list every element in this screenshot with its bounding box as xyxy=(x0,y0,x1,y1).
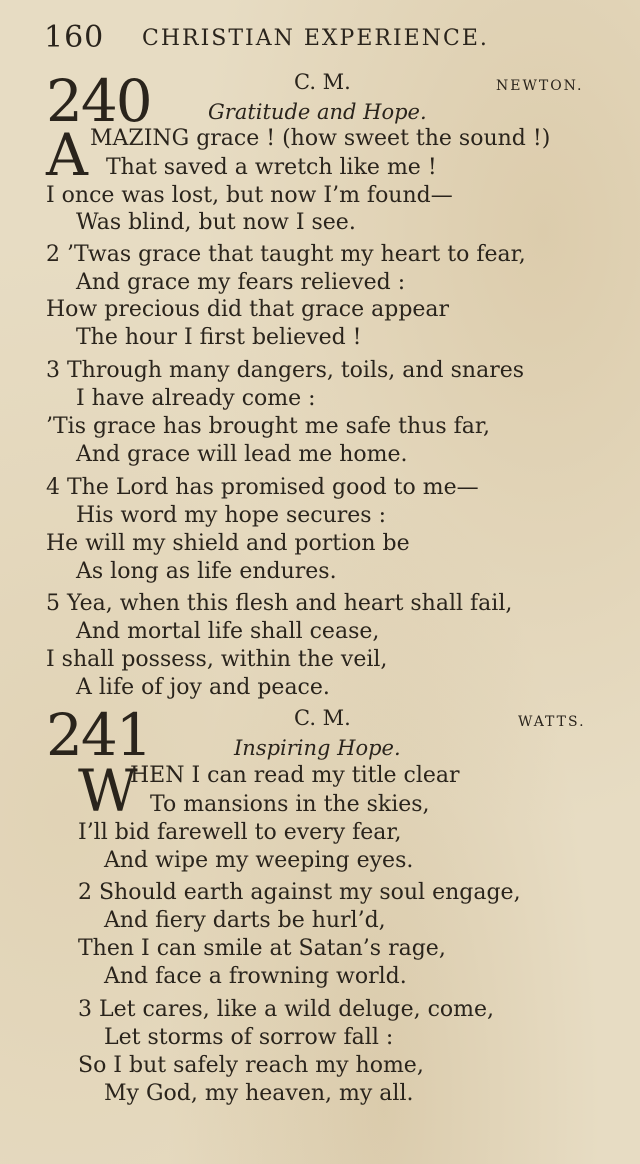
hymn-composer: NEWTON. xyxy=(496,78,584,94)
verse-line: And wipe my weeping eyes. xyxy=(104,848,414,873)
hymn-number: 241 xyxy=(46,701,151,769)
verse-line: A life of joy and peace. xyxy=(76,675,330,700)
verse-line: 3 Let cares, like a wild deluge, come, xyxy=(78,997,495,1022)
verse-line: And fiery darts be hurl’d, xyxy=(104,908,386,933)
verse-line: 3 Through many dangers, toils, and snares xyxy=(46,358,525,383)
drop-cap: A xyxy=(46,121,88,189)
verse-line: I shall possess, within the veil, xyxy=(46,647,388,672)
verse-line: HEN I can read my title clear xyxy=(130,763,460,788)
verse-line: I have already come : xyxy=(76,386,316,411)
drop-cap: W xyxy=(78,757,138,825)
verse-line: And face a frowning world. xyxy=(104,964,407,989)
verse-line: So I but safely reach my home, xyxy=(78,1053,424,1078)
hymn-composer: WATTS. xyxy=(518,714,586,730)
verse-line: Then I can smile at Satan’s rage, xyxy=(78,936,446,961)
page-number: 160 xyxy=(44,20,105,55)
verse-line: And grace will lead me home. xyxy=(76,442,408,467)
page-header xyxy=(44,20,604,56)
verse-line: He will my shield and portion be xyxy=(46,531,410,556)
verse-line: The hour I first believed ! xyxy=(76,325,362,350)
verse-line: 2 Should earth against my soul engage, xyxy=(78,880,521,905)
verse-line: His word my hope secures : xyxy=(76,503,386,528)
verse-line: As long as life endures. xyxy=(76,559,337,584)
verse-line: That saved a wretch like me ! xyxy=(106,155,437,180)
running-head: CHRISTIAN EXPERIENCE. xyxy=(142,26,489,51)
hymn-title: Inspiring Hope. xyxy=(234,736,401,760)
verse-line: Was blind, but now I see. xyxy=(76,210,356,235)
verse-line: I’ll bid farewell to every fear, xyxy=(78,820,402,845)
hymn-title: Gratitude and Hope. xyxy=(208,100,427,124)
verse-line: I once was lost, but now I’m found— xyxy=(46,183,453,208)
hymn-number: 240 xyxy=(46,67,151,135)
verse-line: How precious did that grace appear xyxy=(46,297,450,322)
verse-line: And mortal life shall cease, xyxy=(76,619,380,644)
hymn-meter: C. M. xyxy=(294,706,351,730)
hymn-meter: C. M. xyxy=(294,70,351,94)
verse-line: 5 Yea, when this flesh and heart shall fail, xyxy=(46,591,513,616)
verse-line: MAZING grace ! (how sweet the sound !) xyxy=(90,126,551,151)
verse-line: 4 The Lord has promised good to me— xyxy=(46,475,479,500)
verse-line: Let storms of sorrow fall : xyxy=(104,1025,394,1050)
verse-line: 2 ’Twas grace that taught my heart to fear, xyxy=(46,242,526,267)
verse-line: To mansions in the skies, xyxy=(150,792,430,817)
verse-line: My God, my heaven, my all. xyxy=(104,1081,414,1106)
verse-line: ’Tis grace has brought me safe thus far, xyxy=(46,414,490,439)
verse-line: And grace my fears relieved : xyxy=(76,270,406,295)
